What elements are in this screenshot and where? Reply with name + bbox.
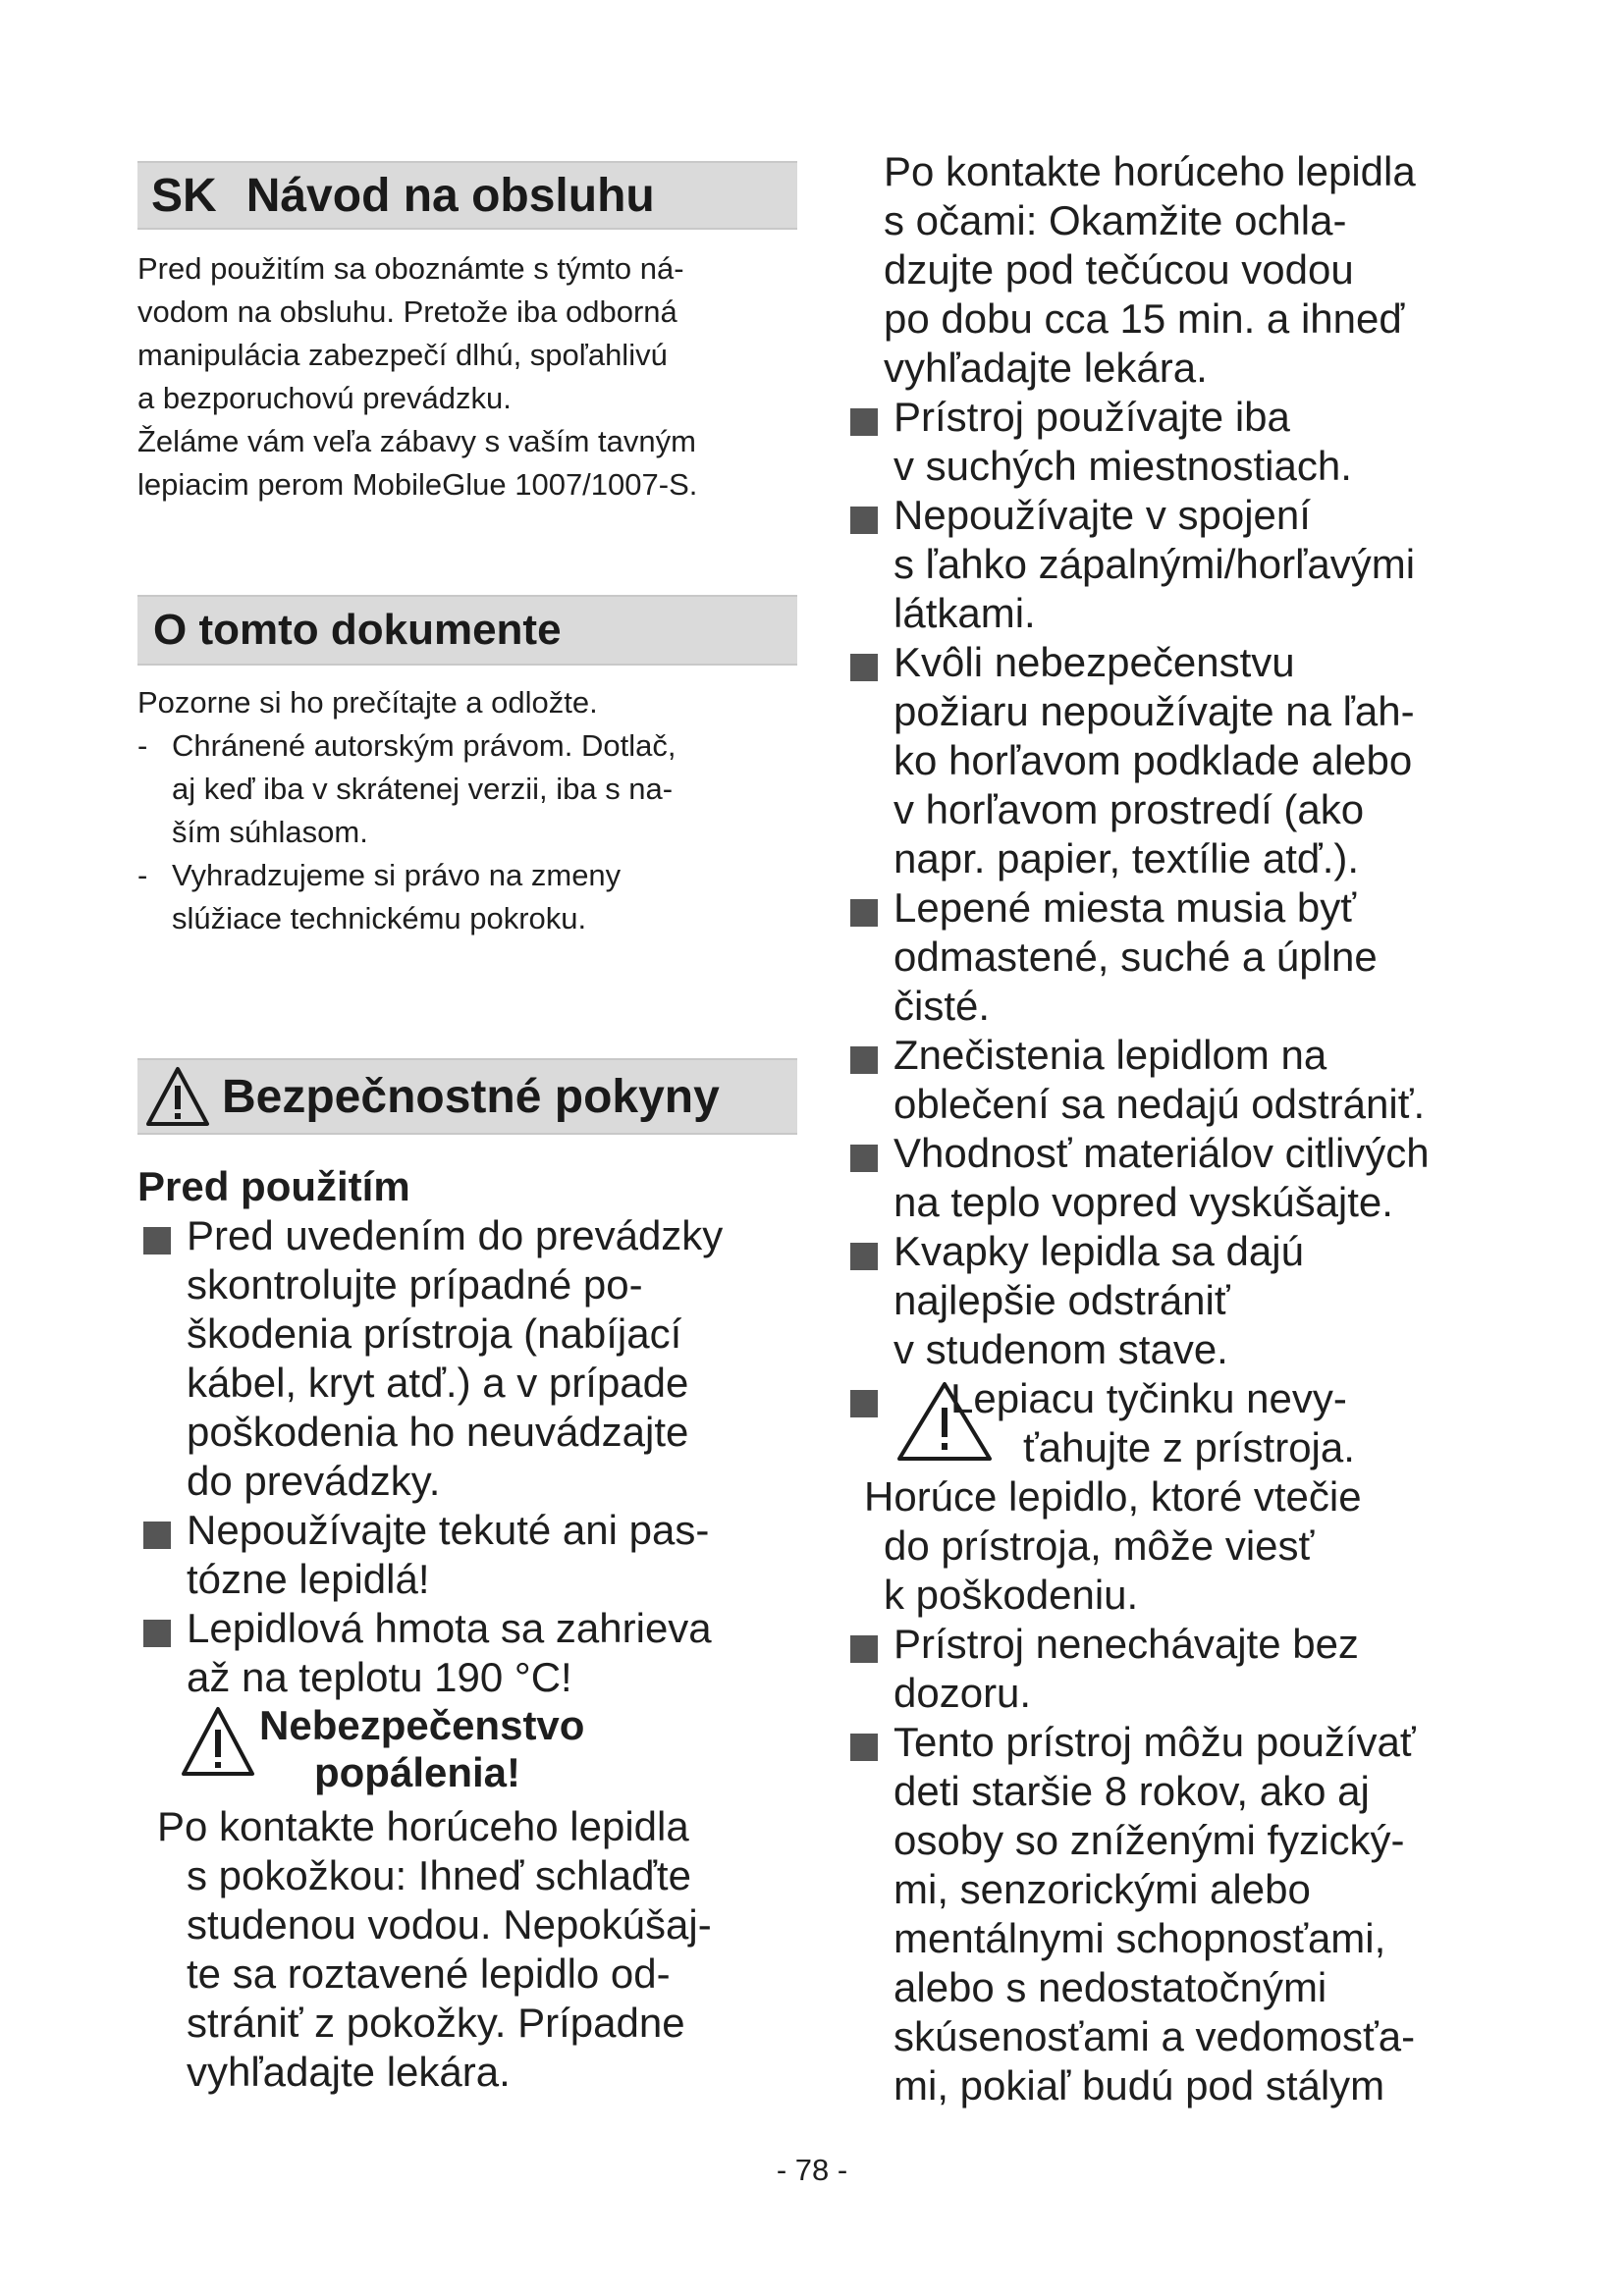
intro-line: lepiacim perom MobileGlue 1007/1007-S. (137, 467, 698, 502)
line: ťahujte z prístroja. (1023, 1424, 1355, 1470)
list-item (137, 724, 797, 854)
line: po dobu cca 15 min. a ihneď (884, 295, 1405, 342)
hot-glue-text (844, 1522, 1512, 1620)
line: Kvôli nebezpečenstvu (893, 639, 1295, 685)
dash-bullet: - (137, 728, 148, 763)
square-bullet-icon (850, 654, 878, 681)
manual-title: Návod na obsluhu (245, 169, 655, 222)
intro-line: Želáme vám veľa zábavy s vaším tavným (137, 424, 696, 458)
line: s pokožkou: Ihneď schlaďte (187, 1852, 691, 1898)
line: aj keď iba v skrátenej verzii, iba s na- (172, 772, 674, 806)
list-item (844, 1031, 1512, 1129)
list-item (137, 1506, 797, 1604)
about-document-title: O tomto dokumente (153, 606, 562, 654)
list-item (844, 1227, 1512, 1374)
line: mi, senzorickými alebo (893, 1866, 1311, 1912)
line: Lepiacu tyčinku nevy- (950, 1375, 1347, 1421)
line: Vyhradzujeme si právo na zmeny (172, 858, 622, 892)
line: napr. papier, textílie atď.). (893, 835, 1360, 881)
line: dzujte pod tečúcou vodou (884, 246, 1354, 293)
square-bullet-icon (850, 507, 878, 534)
burn-warning (137, 1702, 797, 1796)
line: k poškodeniu. (884, 1572, 1139, 1618)
line: kábel, kryt atď.) a v prípade (187, 1360, 689, 1406)
skin-contact-text (137, 1851, 797, 2097)
list-item (844, 491, 1512, 638)
glue-stick-warning-text (950, 1374, 1355, 1472)
square-bullet-icon (143, 1522, 171, 1549)
left-column (137, 161, 797, 2097)
warning-line: Nebezpečenstvo (259, 1702, 585, 1748)
line: mi, pokiaľ budú pod stálym (893, 2062, 1385, 2109)
line: studenou vodou. Nepokúšaj- (187, 1901, 712, 1948)
line: do prevádzky. (187, 1458, 441, 1504)
line: Tento prístroj môžu používať (893, 1719, 1416, 1765)
line: oblečení sa nedajú odstrániť. (893, 1081, 1426, 1127)
line: strániť z pokožky. Prípadne (187, 2000, 685, 2046)
line: čisté. (893, 983, 991, 1029)
line: osoby so zníženými fyzický- (893, 1817, 1405, 1863)
eye-contact-text (844, 147, 1512, 393)
line: Pred uvedením do prevádzky (187, 1212, 724, 1258)
safety-content (137, 1162, 797, 2097)
safety-list-final (844, 1620, 1512, 2110)
intro-line: manipulácia zabezpečí dlhú, spoľahlivú (137, 338, 668, 372)
square-bullet-icon (850, 1145, 878, 1172)
line: mentálnymi schopnosťami, (893, 1915, 1386, 1961)
glue-stick-warning (893, 1374, 1512, 1472)
hot-glue-first: Horúce lepidlo, ktoré vtečie (864, 1473, 1362, 1520)
line: Prístroj používajte iba (893, 394, 1290, 440)
before-use-heading: Pred použitím (137, 1163, 410, 1209)
list-item (137, 1604, 797, 1702)
intro-text (137, 247, 797, 507)
square-bullet-icon (850, 899, 878, 927)
line: Vhodnosť materiálov citlivých (893, 1130, 1430, 1176)
square-bullet-icon (850, 1635, 878, 1663)
warning-line: popálenia! (314, 1749, 521, 1795)
line: Lepené miesta musia byť (893, 884, 1357, 931)
square-bullet-icon (850, 1734, 878, 1761)
intro-line: vodom na obsluhu. Pretože iba odborná (137, 294, 677, 329)
line: te sa roztavené lepidlo od- (187, 1950, 671, 1997)
line: vyhľadajte lekára. (884, 345, 1208, 391)
line: skúsenosťami a vedomosťa- (893, 2013, 1416, 2059)
manual-header-bar (137, 161, 797, 230)
safety-bar (137, 1058, 797, 1135)
line: látkami. (893, 590, 1036, 636)
line: ším súhlasom. (172, 815, 368, 849)
line: v studenom stave. (893, 1326, 1228, 1372)
list-item (137, 1211, 797, 1506)
list-item (844, 393, 1512, 491)
line: skontrolujte prípadné po- (187, 1261, 643, 1308)
line: Kvapky lepidla sa dajú (893, 1228, 1304, 1274)
line: odmastené, suché a úplne (893, 934, 1378, 980)
square-bullet-icon (850, 408, 878, 436)
line: na teplo vopred vyskúšajte. (893, 1179, 1393, 1225)
line: alebo s nedostatočnými (893, 1964, 1327, 2010)
square-bullet-icon (143, 1620, 171, 1647)
line: Nepoužívajte tekuté ani pas- (187, 1507, 710, 1553)
line: Po kontakte horúceho lepidla (884, 148, 1416, 194)
line: v horľavom prostredí (ako (893, 786, 1365, 832)
about-lead: Pozorne si ho prečítajte a odložte. (137, 685, 598, 720)
safety-title: Bezpečnostné pokyny (222, 1070, 720, 1123)
line: slúžiace technickému pokroku. (172, 901, 587, 935)
safety-list-continued (844, 393, 1512, 1374)
list-item (844, 883, 1512, 1031)
square-bullet-icon (850, 1390, 878, 1417)
page-number: - 78 - (776, 2153, 848, 2187)
line: dozoru. (893, 1670, 1032, 1716)
about-document-bar (137, 595, 797, 666)
line: deti staršie 8 rokov, ako aj (893, 1768, 1370, 1814)
list-item (137, 854, 797, 940)
square-bullet-icon (850, 1243, 878, 1270)
line: do prístroja, môže viesť (884, 1522, 1315, 1569)
about-dash-list (137, 724, 797, 940)
line: Lepidlová hmota sa zahrieva (187, 1605, 712, 1651)
line: Prístroj nenechávajte bez (893, 1621, 1359, 1667)
square-bullet-icon (143, 1227, 171, 1255)
line: tózne lepidlá! (187, 1556, 430, 1602)
list-item (844, 1129, 1512, 1227)
square-bullet-icon (850, 1046, 878, 1074)
line: škodenia prístroja (nabíjací (187, 1310, 682, 1357)
language-code: SK (151, 169, 217, 222)
safety-list (137, 1211, 797, 1702)
line: s očami: Okamžite ochla- (884, 197, 1347, 243)
list-item (844, 1620, 1512, 1718)
list-item (844, 1718, 1512, 2110)
about-document-text (137, 681, 797, 940)
line: Nepoužívajte v spojení (893, 492, 1311, 538)
warning-triangle-icon (181, 1706, 255, 1777)
right-column (844, 147, 1512, 2110)
line: vyhľadajte lekára. (187, 2049, 511, 2095)
line: Znečistenia lepidlom na (893, 1032, 1327, 1078)
line: až na teplotu 190 °C! (187, 1654, 572, 1700)
dash-bullet: - (137, 858, 148, 892)
intro-line: a bezporuchovú prevádzku. (137, 381, 512, 415)
line: poškodenia ho neuvádzajte (187, 1409, 689, 1455)
line: s ľahko zápalnými/horľavými (893, 541, 1416, 587)
warning-triangle-icon (145, 1066, 210, 1127)
burn-warning-text (259, 1702, 584, 1796)
line: požiaru nepoužívajte na ľah- (893, 688, 1415, 734)
line: v suchých miestnostiach. (893, 443, 1352, 489)
line: najlepšie odstrániť (893, 1277, 1230, 1323)
line: ko horľavom podklade alebo (893, 737, 1413, 783)
intro-line: Pred použitím sa oboznámte s týmto ná- (137, 251, 684, 286)
list-item (844, 1374, 1512, 1472)
line: Chránené autorským právom. Dotlač, (172, 728, 677, 763)
list-item (844, 638, 1512, 883)
skin-contact-first: Po kontakte horúceho lepidla (157, 1803, 689, 1849)
